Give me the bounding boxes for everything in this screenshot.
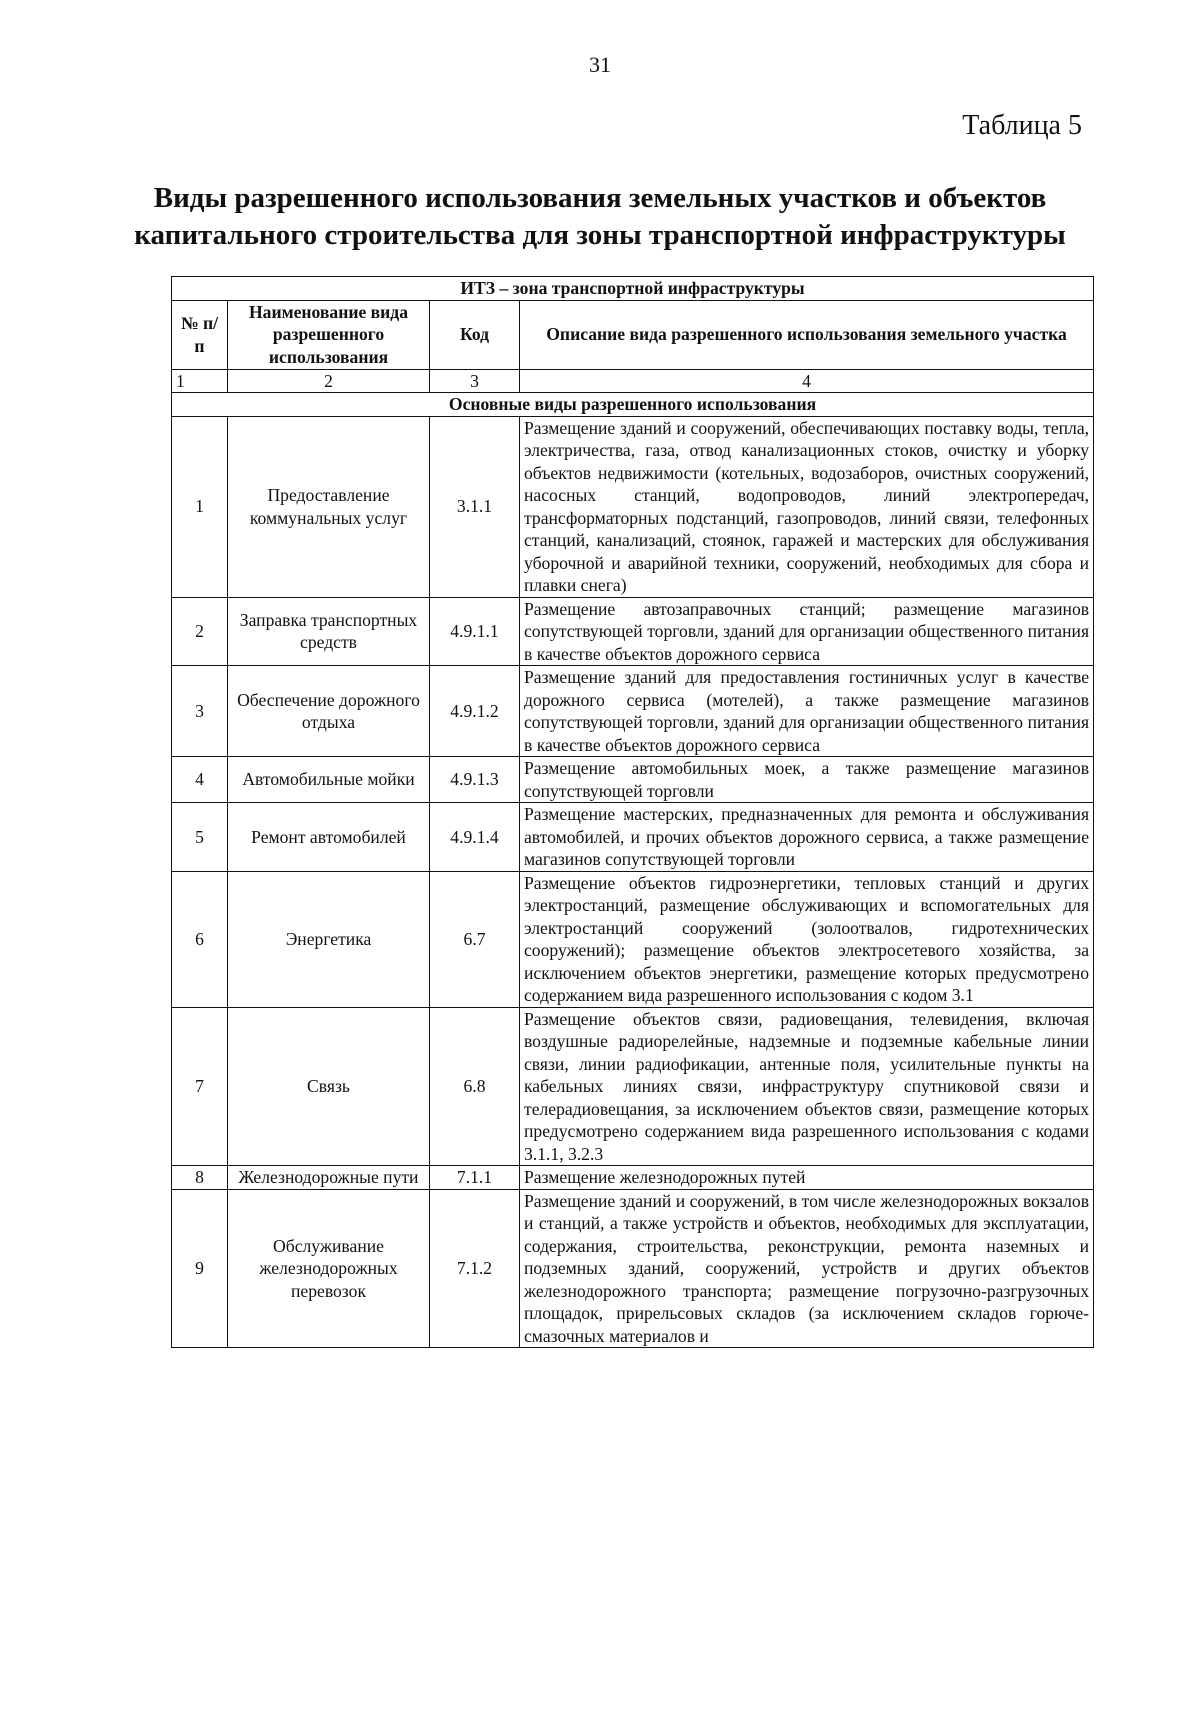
- row-code: 4.9.1.3: [430, 757, 520, 803]
- row-name: Автомобильные мойки: [228, 757, 430, 803]
- row-number: 2: [172, 597, 228, 666]
- row-number: 8: [172, 1166, 228, 1190]
- row-number: 5: [172, 803, 228, 872]
- row-name: Заправка транспортных средств: [228, 597, 430, 666]
- table-row: [172, 757, 1094, 803]
- row-name: Обслуживание железнодорожных перевозок: [228, 1189, 430, 1348]
- row-name: Связь: [228, 1007, 430, 1166]
- row-description: Размещение железнодорожных путей: [520, 1166, 1094, 1190]
- row-description: Размещение мастерских, предназначенных для ремонта и обслуживания автомобилей, и прочих объектов дорожного сервиса, а также размещение магазинов сопутствующей торговли: [520, 803, 1094, 872]
- zone-header: ИТЗ – зона транспортной инфраструктуры: [172, 277, 1094, 301]
- row-code: 4.9.1.4: [430, 803, 520, 872]
- row-number: 3: [172, 666, 228, 757]
- section-header: Основные виды разрешенного использования: [172, 393, 1094, 417]
- row-number: 9: [172, 1189, 228, 1348]
- document-title: [100, 180, 1100, 254]
- column-index-4: 4: [520, 369, 1094, 393]
- table-row: [172, 1166, 1094, 1190]
- table-row: [172, 1189, 1094, 1348]
- column-header-name: Наименование вида разрешенного использования: [228, 300, 430, 369]
- table-row: [172, 803, 1094, 872]
- row-description: Размещение объектов гидроэнергетики, тепловых станций и других электростанций, размещение обслуживающих и вспомогательных для электростанций сооружений (золоотвалов, гидротехнических сооружений); размещение объектов электросетевого хозяйства, за исключением объектов энергетики, размещение которых предусмотрено содержанием вида разрешенного использования с кодом 3.1: [520, 871, 1094, 1007]
- row-code: 7.1.1: [430, 1166, 520, 1190]
- column-index-1: 1: [172, 369, 228, 393]
- row-number: 1: [172, 416, 228, 597]
- row-number: 4: [172, 757, 228, 803]
- table-row: [172, 1007, 1094, 1166]
- column-index-3: 3: [430, 369, 520, 393]
- table-row: [172, 666, 1094, 757]
- row-code: 6.8: [430, 1007, 520, 1166]
- row-name: Железнодорожные пути: [228, 1166, 430, 1190]
- land-use-table: [171, 276, 1094, 1348]
- row-number: 6: [172, 871, 228, 1007]
- table-row: [172, 416, 1094, 597]
- column-header-description: Описание вида разрешенного использования земельного участка: [520, 300, 1094, 369]
- table-caption: Таблица 5: [962, 110, 1082, 141]
- row-code: 4.9.1.2: [430, 666, 520, 757]
- page-number: 31: [589, 52, 611, 77]
- column-header-number: № п/п: [172, 300, 228, 369]
- row-number: 7: [172, 1007, 228, 1166]
- row-description: Размещение автомобильных моек, а также размещение магазинов сопутствующей торговли: [520, 757, 1094, 803]
- row-name: Ремонт автомобилей: [228, 803, 430, 872]
- row-code: 7.1.2: [430, 1189, 520, 1348]
- row-code: 4.9.1.1: [430, 597, 520, 666]
- row-description: Размещение зданий и сооружений, в том числе железнодорожных вокзалов и станций, а также устройств и объектов, необходимых для эксплуатации, содержания, строительства, реконструкции, ремонта наземных и подземных зданий, сооружений, устройств и других объектов железнодорожного транспорта; размещение погрузочно-разгрузочных площадок, прирельсовых складов (за исключением складов горюче-смазочных материалов и: [520, 1189, 1094, 1348]
- title-line-2: капитального строительства для зоны транспортной инфраструктуры: [134, 219, 1066, 251]
- title-line-1: Виды разрешенного использования земельных участков и объектов: [153, 182, 1047, 214]
- row-code: 3.1.1: [430, 416, 520, 597]
- row-description: Размещение зданий и сооружений, обеспечивающих поставку воды, тепла, электричества, газа, отвод канализационных стоков, очистку и уборку объектов недвижимости (котельных, водозаборов, очистных сооружений, насосных станций, водопроводов, линий электропередач, трансформаторных подстанций, газопроводов, линий связи, телефонных станций, канализаций, стоянок, гаражей и мастерских для обслуживания уборочной и аварийной техники, сооружений, необходимых для сбора и плавки снега): [520, 416, 1094, 597]
- row-description: Размещение зданий для предоставления гостиничных услуг в качестве дорожного сервиса (мотелей), а также размещение магазинов сопутствующей торговли, зданий для организации общественного питания в качестве объектов дорожного сервиса: [520, 666, 1094, 757]
- row-name: Энергетика: [228, 871, 430, 1007]
- row-code: 6.7: [430, 871, 520, 1007]
- table-row: [172, 597, 1094, 666]
- row-description: Размещение автозаправочных станций; размещение магазинов сопутствующей торговли, зданий для организации общественного питания в качестве объектов дорожного сервиса: [520, 597, 1094, 666]
- row-description: Размещение объектов связи, радиовещания, телевидения, включая воздушные радиорелейные, надземные и подземные кабельные линии связи, линии радиофикации, антенные поля, усилительные пункты на кабельных линиях связи, инфраструктуру спутниковой связи и телерадиовещания, за исключением объектов связи, размещение которых предусмотрено содержанием вида разрешенного использования с кодами 3.1.1, 3.2.3: [520, 1007, 1094, 1166]
- column-header-code: Код: [430, 300, 520, 369]
- table-row: [172, 871, 1094, 1007]
- column-index-2: 2: [228, 369, 430, 393]
- row-name: Предоставление коммунальных услуг: [228, 416, 430, 597]
- row-name: Обеспечение дорожного отдыха: [228, 666, 430, 757]
